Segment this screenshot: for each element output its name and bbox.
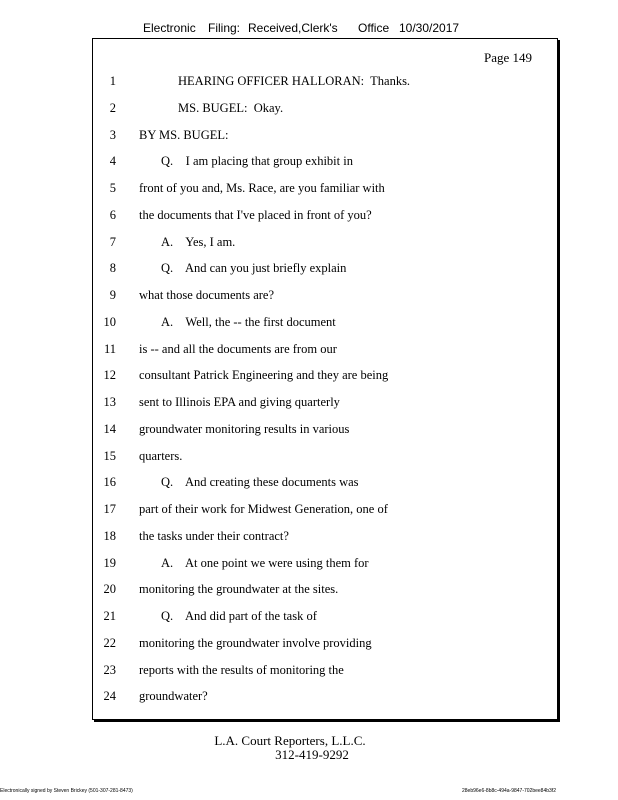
line-number: 19 xyxy=(103,556,116,570)
line-number: 13 xyxy=(103,395,116,409)
line-number: 20 xyxy=(103,582,116,596)
transcript-line xyxy=(92,688,558,704)
line-text: groundwater? xyxy=(139,689,208,703)
line-text: A. At one point we were using them for xyxy=(161,556,369,570)
line-number: 2 xyxy=(109,101,116,115)
line-number: 8 xyxy=(109,261,116,275)
transcript-line xyxy=(92,341,558,357)
line-text: HEARING OFFICER HALLORAN: Thanks. xyxy=(178,74,411,88)
header-date: 10/30/2017 xyxy=(399,21,460,35)
line-text: A. Yes, I am. xyxy=(161,235,236,249)
transcript-line xyxy=(92,421,558,437)
line-text: monitoring the groundwater at the sites. xyxy=(139,582,339,596)
line-text: Q. And creating these documents was xyxy=(161,475,359,489)
line-number: 22 xyxy=(103,636,116,650)
filing-header xyxy=(0,20,618,36)
line-number: 1 xyxy=(109,74,116,88)
line-number: 15 xyxy=(103,449,116,463)
line-text: front of you and, Ms. Race, are you familiar with xyxy=(139,181,385,195)
document-hash: 28eb96e6-8b8c-494a-9847-702bee84b3f2 xyxy=(462,788,556,794)
transcript-line xyxy=(92,73,558,89)
line-text: quarters. xyxy=(139,449,183,463)
line-text: Q. And can you just briefly explain xyxy=(161,261,347,275)
transcript-line xyxy=(92,555,558,571)
line-number: 9 xyxy=(109,288,116,302)
line-text: is -- and all the documents are from our xyxy=(139,342,337,356)
line-number: 18 xyxy=(103,529,116,543)
transcript-line xyxy=(92,207,558,223)
line-number: 5 xyxy=(109,181,116,195)
transcript-line xyxy=(92,127,558,143)
transcript-line xyxy=(92,180,558,196)
line-number: 16 xyxy=(103,475,116,489)
header-received: Received,Clerk's xyxy=(248,21,338,35)
court-reporter-name: L.A. Court Reporters, L.L.C. xyxy=(214,733,366,748)
line-number: 14 xyxy=(103,422,116,436)
line-number: 3 xyxy=(109,128,116,142)
transcript-line xyxy=(92,662,558,678)
line-number: 24 xyxy=(103,689,116,703)
transcript-line xyxy=(92,608,558,624)
transcript-line xyxy=(92,581,558,597)
transcript-line xyxy=(92,153,558,169)
line-number: 10 xyxy=(103,315,116,329)
line-text: groundwater monitoring results in various xyxy=(139,422,350,436)
line-text: MS. BUGEL: Okay. xyxy=(178,101,284,115)
line-text: A. Well, the -- the first document xyxy=(161,315,336,329)
line-number: 11 xyxy=(103,342,116,356)
line-text: Q. I am placing that group exhibit in xyxy=(161,154,353,168)
transcript-line xyxy=(92,394,558,410)
line-number: 23 xyxy=(103,663,116,677)
transcript-line xyxy=(92,501,558,517)
line-number: 6 xyxy=(109,208,116,222)
line-text: what those documents are? xyxy=(139,288,275,302)
line-text: Q. And did part of the task of xyxy=(161,609,317,623)
page-number: Page 149 xyxy=(484,50,533,65)
transcript-line xyxy=(92,367,558,383)
transcript-line xyxy=(92,100,558,116)
transcript-line xyxy=(92,234,558,250)
line-text: monitoring the groundwater involve providing xyxy=(139,636,372,650)
line-text: the tasks under their contract? xyxy=(139,529,289,543)
electronic-signature: Electronically signed by Steven Brickey (501-307-281-8473) xyxy=(0,788,133,794)
transcript-line xyxy=(92,635,558,651)
line-text: part of their work for Midwest Generation, one of xyxy=(139,502,388,516)
transcript-line xyxy=(92,528,558,544)
header-electronic: Electronic xyxy=(143,21,196,35)
line-number: 12 xyxy=(103,368,116,382)
header-office: Office xyxy=(358,21,390,35)
transcript-line xyxy=(92,474,558,490)
line-number: 21 xyxy=(103,609,116,623)
line-text: reports with the results of monitoring the xyxy=(139,663,344,677)
transcript-line xyxy=(92,448,558,464)
line-text: BY MS. BUGEL: xyxy=(139,128,229,142)
line-text: the documents that I've placed in front of you? xyxy=(139,208,372,222)
line-text: sent to Illinois EPA and giving quarterly xyxy=(139,395,340,409)
header-filing: Filing: xyxy=(208,21,241,35)
line-number: 7 xyxy=(109,235,116,249)
line-number: 17 xyxy=(103,502,116,516)
transcript-line xyxy=(92,260,558,276)
line-number: 4 xyxy=(109,154,116,168)
court-reporter-phone: 312-419-9292 xyxy=(275,747,349,762)
line-text: consultant Patrick Engineering and they are being xyxy=(139,368,389,382)
transcript-line xyxy=(92,287,558,303)
transcript-line xyxy=(92,314,558,330)
